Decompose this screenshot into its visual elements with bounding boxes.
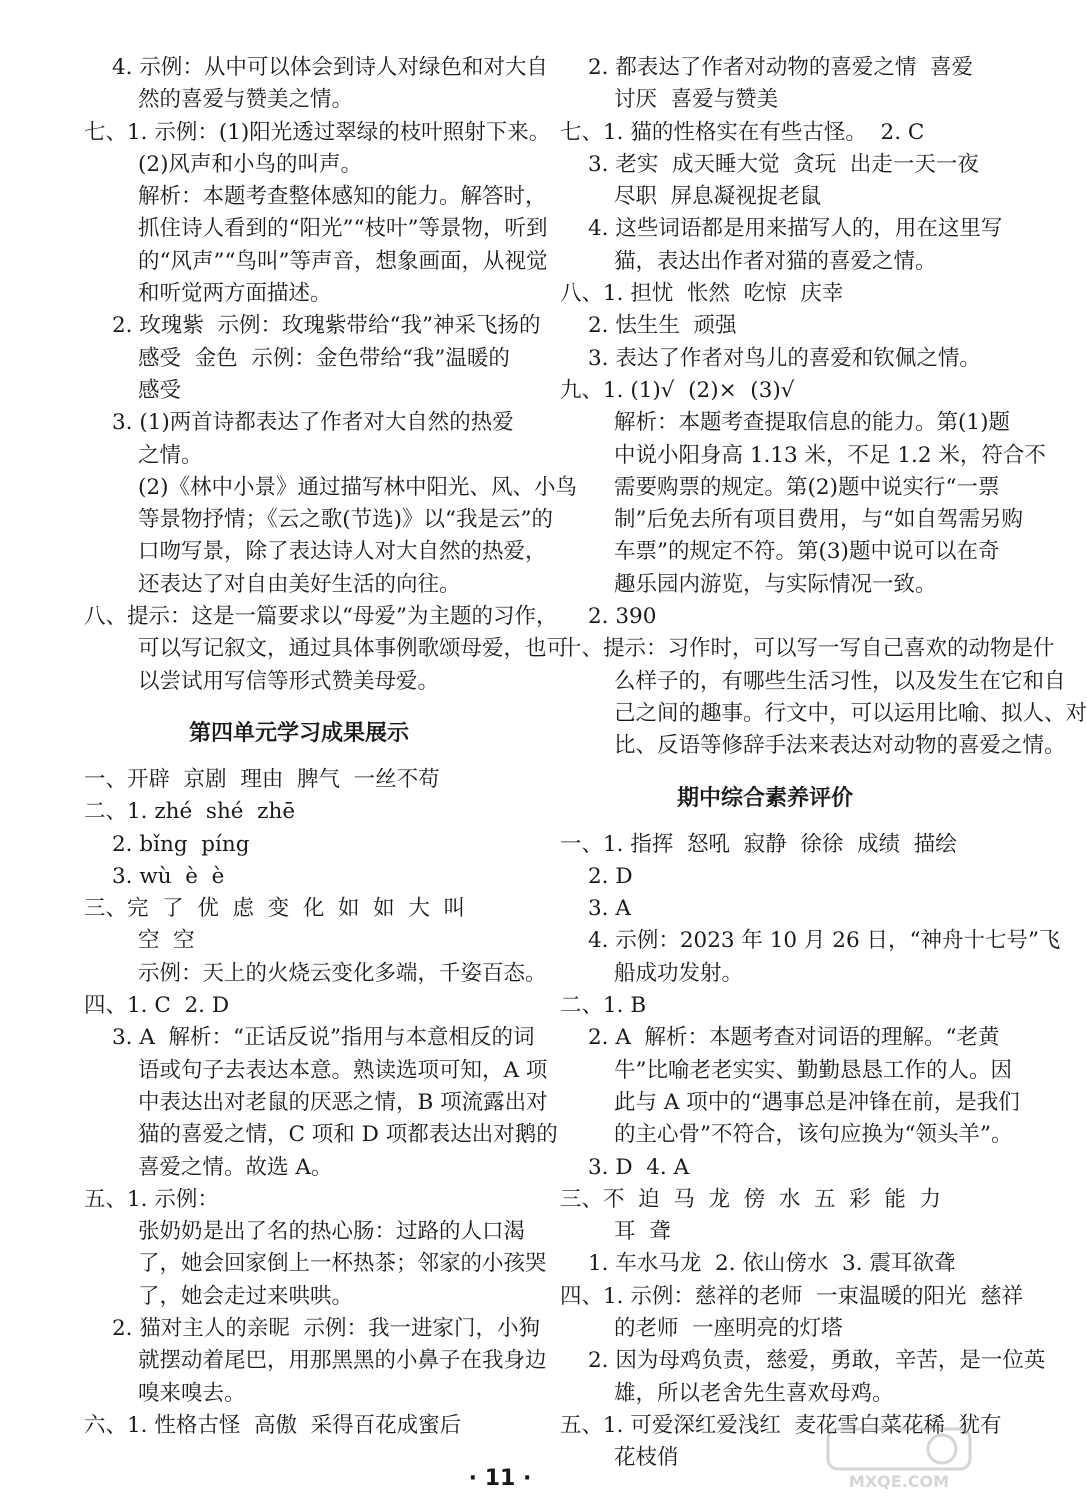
answer-line: 此与 A 项中的“遇事总是冲锋在前，是我们 [614,1089,1020,1115]
answer-line: 制”后免去所有项目费用，与“如自驾需另购 [614,507,1023,533]
answer-line: 4. 示例：从中可以体会到诗人对绿色和对大自 [112,55,548,80]
answer-line: 耳 聋 [614,1219,671,1245]
answer-line: 可以写记叙文，通过具体事例歌颂母爱，也可 [138,636,569,662]
answer-line: (2)风声和小鸟的叫声。 [138,151,362,177]
answer-line: 3. wù è è [112,863,225,889]
answer-line: 4. 示例：2023 年 10 月 26 日，“神舟十七号”飞 [588,928,1061,954]
answer-line: 中表达出对老鼠的厌恶之情，B 项流露出对 [138,1089,548,1115]
answer-line: 嗅来嗅去。 [138,1380,246,1406]
answer-line: 解析：本题考查提取信息的能力。第(1)题 [614,410,1010,436]
answer-line: 解析：本题考查整体感知的能力。解答时， [138,184,547,210]
answer-line: 九、1. (1)√ (2)× (3)√ [560,377,795,403]
answer-line: 3. D 4. A [588,1154,690,1180]
answer-line: 五、1. 示例： [84,1186,219,1212]
answer-line: 么样子的，有哪些生活习性，以及发生在它和自 [614,668,1066,694]
answer-line: 2. 390 [588,604,657,630]
answer-line: 二、1. B [560,993,647,1019]
answer-line: 八、1. 担忧 怅然 吃惊 庆幸 [560,281,844,307]
answer-line: 和听觉两方面描述。 [138,281,332,307]
answer-line: 一、1. 指挥 怒吼 寂静 徐徐 成绩 描绘 [560,831,957,857]
answer-line: 2. 都表达了作者对动物的喜爱之情 喜爱 [588,55,974,80]
answer-line: 口吻写景，除了表达诗人对大自然的热爱， [138,539,547,565]
section-heading: 期中综合素养评价 [676,785,853,811]
answer-line: 五、1. 可爱深红爱浅红 麦花雪白菜花稀 犹有 [560,1412,1002,1438]
answer-line: 抓住诗人看到的“阳光”“枝叶”等景物，听到 [138,216,548,242]
answer-line: 的老师 一座明亮的灯塔 [614,1315,843,1341]
answer-line: 之情。 [138,442,203,468]
answer-line: 的“风声”“鸟叫”等声音，想象画面，从视觉 [138,248,548,274]
answer-line: 七、1. 猫的性格实在有些古怪。 2. C [560,119,925,145]
answer-line: 猫的喜爱之情，C 项和 D 项都表达出对鹅的 [138,1122,558,1148]
answer-line: 2. bǐng píng [112,831,250,857]
answer-line: 趣乐园内游览，与实际情况一致。 [614,571,937,597]
answer-line: 还表达了对自由美好生活的向往。 [138,571,461,597]
answer-line: 六、1. 性格古怪 高傲 采得百花成蜜后 [84,1412,462,1438]
answer-line: 2. 怯生生 顽强 [588,313,737,339]
right-column [560,52,1087,1474]
answer-line: 感受 [138,377,182,403]
left-column [84,52,577,1442]
answer-line: 尽职 屏息凝视捉老鼠 [614,184,822,210]
answer-line: 三、完 了 优 虑 变 化 如 如 大 叫 [84,896,466,922]
answer-line: 二、1. zhé shé zhē [84,799,296,825]
answer-line: 感受 金色 示例：金色带给“我”温暖的 [138,345,510,371]
answer-line: 车票”的规定不符。第(3)题中说可以在奇 [614,539,1000,565]
answer-line: 4. 这些词语都是用来描写人的，用在这里写 [588,216,1003,242]
answer-line: 1. 车水马龙 2. 依山傍水 3. 震耳欲聋 [588,1251,956,1277]
answer-line: 的主心骨”不符合，该句应换为“领头羊”。 [614,1122,1013,1148]
watermark-text: MXQE.COM [848,1472,950,1491]
answer-line: 3. 老实 成天睡大觉 贪玩 出走一天一夜 [588,151,979,177]
answer-line: 雄，所以老舍先生喜欢母鸡。 [614,1380,894,1406]
answer-line: 八、提示：这是一篇要求以“母爱”为主题的习作， [84,604,558,630]
answer-line: 四、1. C 2. D [84,993,230,1019]
answer-line: 七、1. 示例：(1)阳光透过翠绿的枝叶照射下来。 [84,119,551,145]
answer-line: 以尝试用写信等形式赞美母爱。 [138,668,440,694]
answer-line: 3. A [588,896,631,922]
answer-line: 3. (1)两首诗都表达了作者对大自然的热爱 [112,410,514,436]
answer-line: 了，她会走过来哄哄。 [138,1283,354,1309]
answer-line: 2. A 解析：本题考查对词语的理解。“老黄 [588,1025,1000,1051]
answer-line: 需要购票的规定。第(2)题中说实行“一票 [614,474,1000,500]
answer-line: 2. 猫对主人的亲昵 示例：我一进家门，小狗 [112,1315,541,1341]
answer-line: 2. 玫瑰紫 示例：玫瑰紫带给“我”神采飞扬的 [112,313,541,339]
answer-line: 了，她会回家倒上一杯热茶；邻家的小孩哭 [138,1251,547,1277]
answer-line: 就摆动着尾巴，用那黑黑的小鼻子在我身边 [138,1348,547,1374]
answer-line: 船成功发射。 [614,960,744,986]
answer-line: 三、不 迫 马 龙 傍 水 五 彩 能 力 [560,1186,942,1212]
answer-line: 2. D [588,863,633,889]
answer-line: 己之间的趣事。行文中，可以运用比喻、拟人、对 [614,700,1087,726]
answer-line: 讨厌 喜爱与赞美 [614,87,779,113]
answer-line: 张奶奶是出了名的热心肠：过路的人口渴 [138,1219,526,1245]
answer-line: 牛”比喻老老实实、勤勤恳恳工作的人。因 [614,1057,1012,1083]
answer-line: 等景物抒情；《云之歌(节选)》以“我是云”的 [138,507,554,533]
answer-line: 空 空 [138,928,195,954]
answer-line: 四、1. 示例：慈祥的老师 一束温暖的阳光 慈祥 [560,1283,1024,1309]
answer-line: 语或句子去表达本意。熟读选项可知，A 项 [138,1057,548,1083]
answer-line: 比、反语等修辞手法来表达对动物的喜爱之情。 [614,733,1066,759]
answer-line: (2)《林中小景》通过描写林中阳光、风、小鸟 [138,474,577,500]
answer-line: 示例：天上的火烧云变化多端，千姿百态。 [138,960,547,986]
page-number: · 11 · [468,1466,532,1491]
watermark-logo [824,1423,974,1493]
answer-line: 3. 表达了作者对鸟儿的喜爱和钦佩之情。 [588,345,981,371]
answer-line: 3. A 解析：“正话反说”指用与本意相反的词 [112,1025,535,1051]
answer-line: 一、开辟 京剧 理由 脾气 一丝不苟 [84,766,440,792]
answer-line: 喜爱之情。故选 A。 [138,1154,333,1180]
answer-line: 中说小阳身高 1.13 米，不足 1.2 米，符合不 [614,442,1046,468]
answer-line: 2. 因为母鸡负责，慈爱，勇敢，辛苦，是一位英 [588,1348,1046,1374]
answer-line: 花枝俏 [614,1445,679,1471]
section-heading: 第四单元学习成果展示 [188,720,409,746]
answer-line: 十、提示：习作时，可以写一写自己喜欢的动物是什 [560,636,1055,662]
answer-line: 然的喜爱与赞美之情。 [138,87,354,113]
answer-line: 猫，表达出作者对猫的喜爱之情。 [614,248,937,274]
